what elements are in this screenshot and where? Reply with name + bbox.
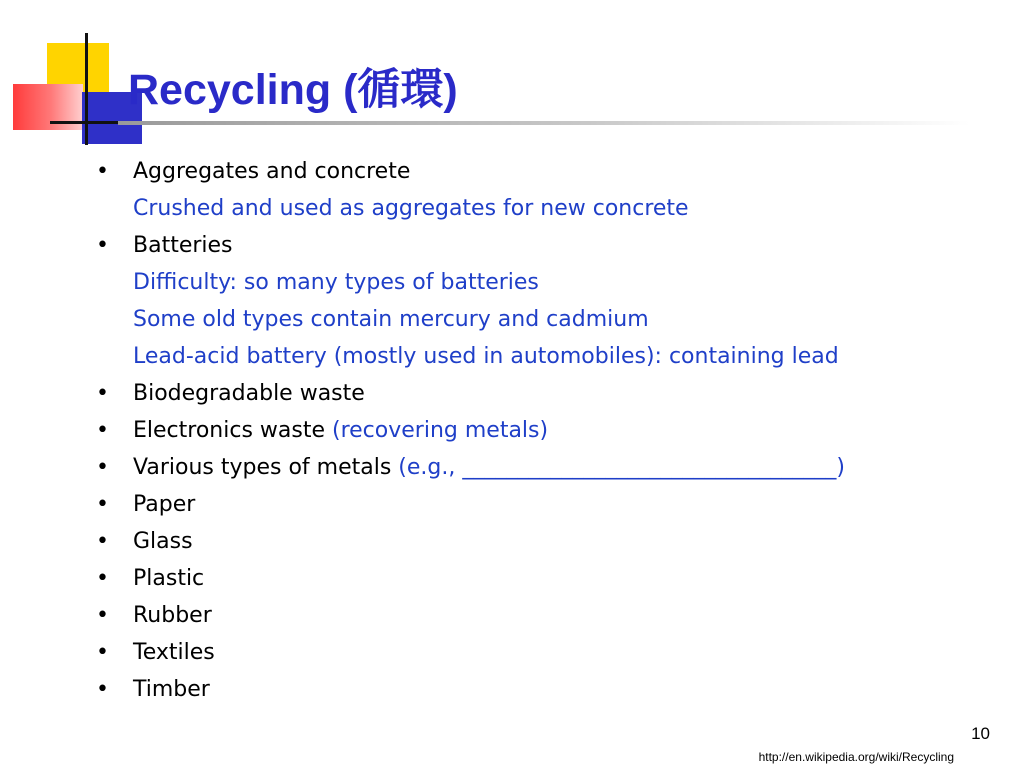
list-item-text: Batteries (133, 233, 233, 258)
list-item-text: Lead-acid battery (mostly used in automobiles): containing lead (133, 344, 839, 369)
list-item (0, 449, 1000, 486)
bullet-list (0, 153, 1000, 708)
bullet-glyph: • (96, 603, 109, 628)
list-item-text: Paper (133, 492, 196, 517)
list-item (0, 634, 1000, 671)
slide-title: Recycling (循環) (128, 66, 458, 114)
list-item (0, 338, 1000, 375)
list-item-text: Various types of metals (e.g., __________________________________) (133, 455, 845, 480)
list-item (0, 375, 1000, 412)
list-item-text: Glass (133, 529, 193, 554)
list-item (0, 190, 1000, 227)
bullet-glyph: • (96, 529, 109, 554)
title-underline (118, 121, 970, 125)
list-item (0, 560, 1000, 597)
list-item (0, 597, 1000, 634)
list-item-text: Some old types contain mercury and cadmium (133, 307, 649, 332)
bullet-glyph: • (96, 381, 109, 406)
list-item-text: Difficulty: so many types of batteries (133, 270, 539, 295)
bullet-glyph: • (96, 233, 109, 258)
bullet-glyph: • (96, 492, 109, 517)
list-item (0, 412, 1000, 449)
bullet-glyph: • (96, 455, 109, 480)
list-item-text: Electronics waste (recovering metals) (133, 418, 549, 443)
bullet-glyph: • (96, 640, 109, 665)
list-item (0, 671, 1000, 708)
list-item (0, 486, 1000, 523)
list-item-text: Rubber (133, 603, 212, 628)
list-item-text: Plastic (133, 566, 205, 591)
list-item-text: Crushed and used as aggregates for new concrete (133, 196, 689, 221)
bullet-glyph: • (96, 418, 109, 443)
list-item-text: Timber (133, 677, 210, 702)
list-item-text: Aggregates and concrete (133, 159, 411, 184)
list-item-text: Biodegradable waste (133, 381, 365, 406)
list-item (0, 301, 1000, 338)
source-url: http://en.wikipedia.org/wiki/Recycling (758, 750, 954, 764)
list-item (0, 523, 1000, 560)
decor-vertical-line (85, 33, 88, 145)
list-item (0, 264, 1000, 301)
bullet-glyph: • (96, 159, 109, 184)
list-item-text: Textiles (133, 640, 215, 665)
bullet-glyph: • (96, 677, 109, 702)
bullet-glyph: • (96, 566, 109, 591)
list-item (0, 227, 1000, 264)
list-item (0, 153, 1000, 190)
page-number: 10 (971, 724, 990, 743)
